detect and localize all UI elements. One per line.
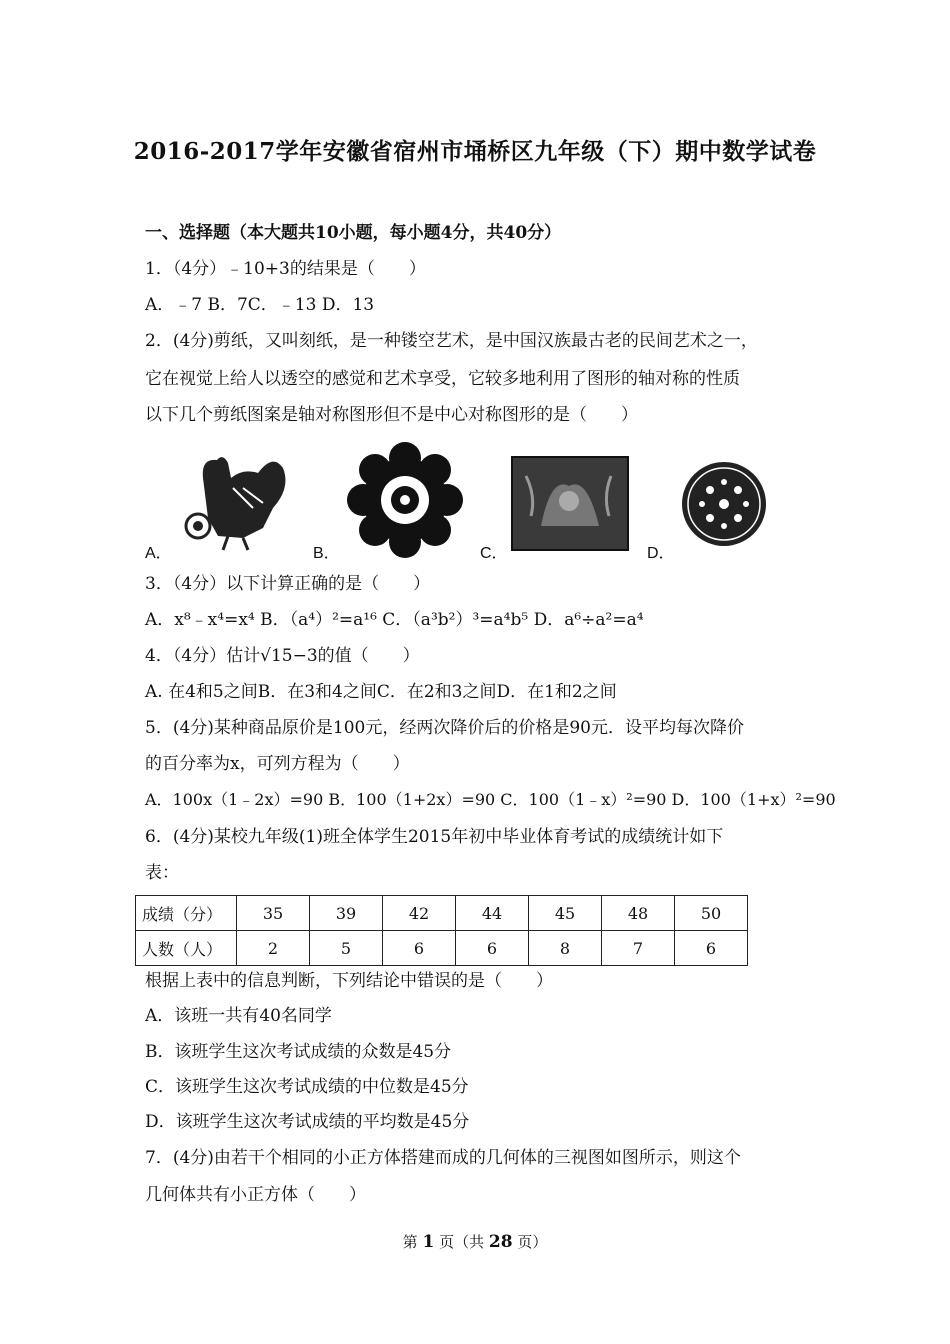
question-6-option-a: A．该班一共有40名同学 — [145, 1006, 332, 1026]
question-6-option-d: D．该班学生这次考试成绩的平均数是45分 — [145, 1112, 470, 1132]
question-5-line-1: 5．(4分)某种商品原价是100元，经两次降价后的价格是90元．设平均每次降价 — [145, 718, 744, 738]
rooster-papercut-image — [173, 448, 293, 553]
table-cell: 50 — [675, 896, 748, 931]
question-4-options: A. 在4和5之间B．在3和4之间C．在2和3之间D．在1和2之间 — [145, 682, 617, 702]
table-cell: 45 — [529, 896, 602, 931]
page-footer — [0, 1231, 950, 1252]
page-title: 2016-2017学年安徽省宿州市埇桥区九年级（下）期中数学试卷 — [133, 138, 817, 165]
question-6-option-c: C．该班学生这次考试成绩的中位数是45分 — [145, 1077, 469, 1097]
question-4: 4．（4分）估计√15−3的值（ ） — [145, 646, 420, 666]
table-cell: 35 — [237, 896, 310, 931]
question-2-line-1: 2．(4分)剪纸，又叫刻纸，是一种镂空艺术，是中国汉族最古老的民间艺术之一， — [145, 331, 758, 351]
section-heading: 一、选择题（本大题共10小题，每小题4分，共40分） — [145, 223, 562, 243]
table-row-header: 成绩（分） — [136, 896, 237, 931]
footer-middle: 页（共 — [439, 1233, 485, 1251]
table-cell: 8 — [529, 931, 602, 966]
question-5-options: A．100x（1﹣2x）=90 B．100（1+2x）=90 C．100（1﹣x）²=90 D．100（1+x）²=90 — [145, 790, 836, 809]
footer-total-pages: 28 — [488, 1232, 513, 1252]
table-row-header: 人数（人） — [136, 931, 237, 966]
question-2-line-2: 它在视觉上给人以透空的感觉和艺术享受，它较多地利用了图形的轴对称的性质 — [145, 369, 740, 389]
round-papercut-image — [680, 460, 768, 548]
figure-label-c: C． — [480, 545, 508, 562]
question-6-line-1: 6．(4分)某校九年级(1)班全体学生2015年初中毕业体育考试的成绩统计如下 — [145, 827, 724, 847]
question-1: 1．（4分）﹣10+3的结果是（ ） — [145, 259, 426, 279]
score-table — [135, 895, 748, 966]
figure-label-d: D． — [647, 545, 675, 562]
question-6-line-2: 表： — [145, 863, 179, 883]
table-cell: 2 — [237, 931, 310, 966]
question-6-option-b: B．该班学生这次考试成绩的众数是45分 — [145, 1042, 452, 1062]
question-5-line-2: 的百分率为x，可列方程为（ ） — [145, 754, 410, 774]
figure-label-a: A． — [145, 545, 172, 562]
question-3: 3．（4分）以下计算正确的是（ ） — [145, 574, 431, 594]
question-7-line-2: 几何体共有小正方体（ ） — [145, 1185, 366, 1205]
footer-prefix: 第 — [402, 1233, 418, 1251]
table-cell: 39 — [310, 896, 383, 931]
figure-label-b: B． — [313, 545, 340, 562]
rectangular-papercut-image — [511, 456, 629, 551]
papercut-figures — [145, 448, 825, 563]
question-1-options: A．﹣7 B．7C．﹣13 D．13 — [145, 295, 375, 315]
table-cell: 6 — [383, 931, 456, 966]
question-7-line-1: 7．(4分)由若干个相同的小正方体搭建而成的几何体的三视图如图所示，则这个 — [145, 1148, 741, 1168]
table-cell: 6 — [675, 931, 748, 966]
table-cell: 42 — [383, 896, 456, 931]
table-cell: 44 — [456, 896, 529, 931]
footer-suffix: 页） — [517, 1233, 548, 1251]
table-cell: 48 — [602, 896, 675, 931]
table-row — [136, 896, 748, 931]
footer-page-number: 1 — [422, 1232, 435, 1252]
question-3-options: A．x⁸﹣x⁴=x⁴ B．（a⁴）²=a¹⁶ C．（a³b²）³=a⁴b⁵ D．a⁶÷a²=a⁴ — [145, 610, 644, 630]
table-row — [136, 931, 748, 966]
question-6-prompt: 根据上表中的信息判断，下列结论中错误的是（ ） — [145, 971, 553, 991]
table-cell: 7 — [602, 931, 675, 966]
flower-papercut-image — [345, 440, 465, 560]
question-2-line-3: 以下几个剪纸图案是轴对称图形但不是中心对称图形的是（ ） — [145, 405, 638, 425]
table-cell: 5 — [310, 931, 383, 966]
table-cell: 6 — [456, 931, 529, 966]
